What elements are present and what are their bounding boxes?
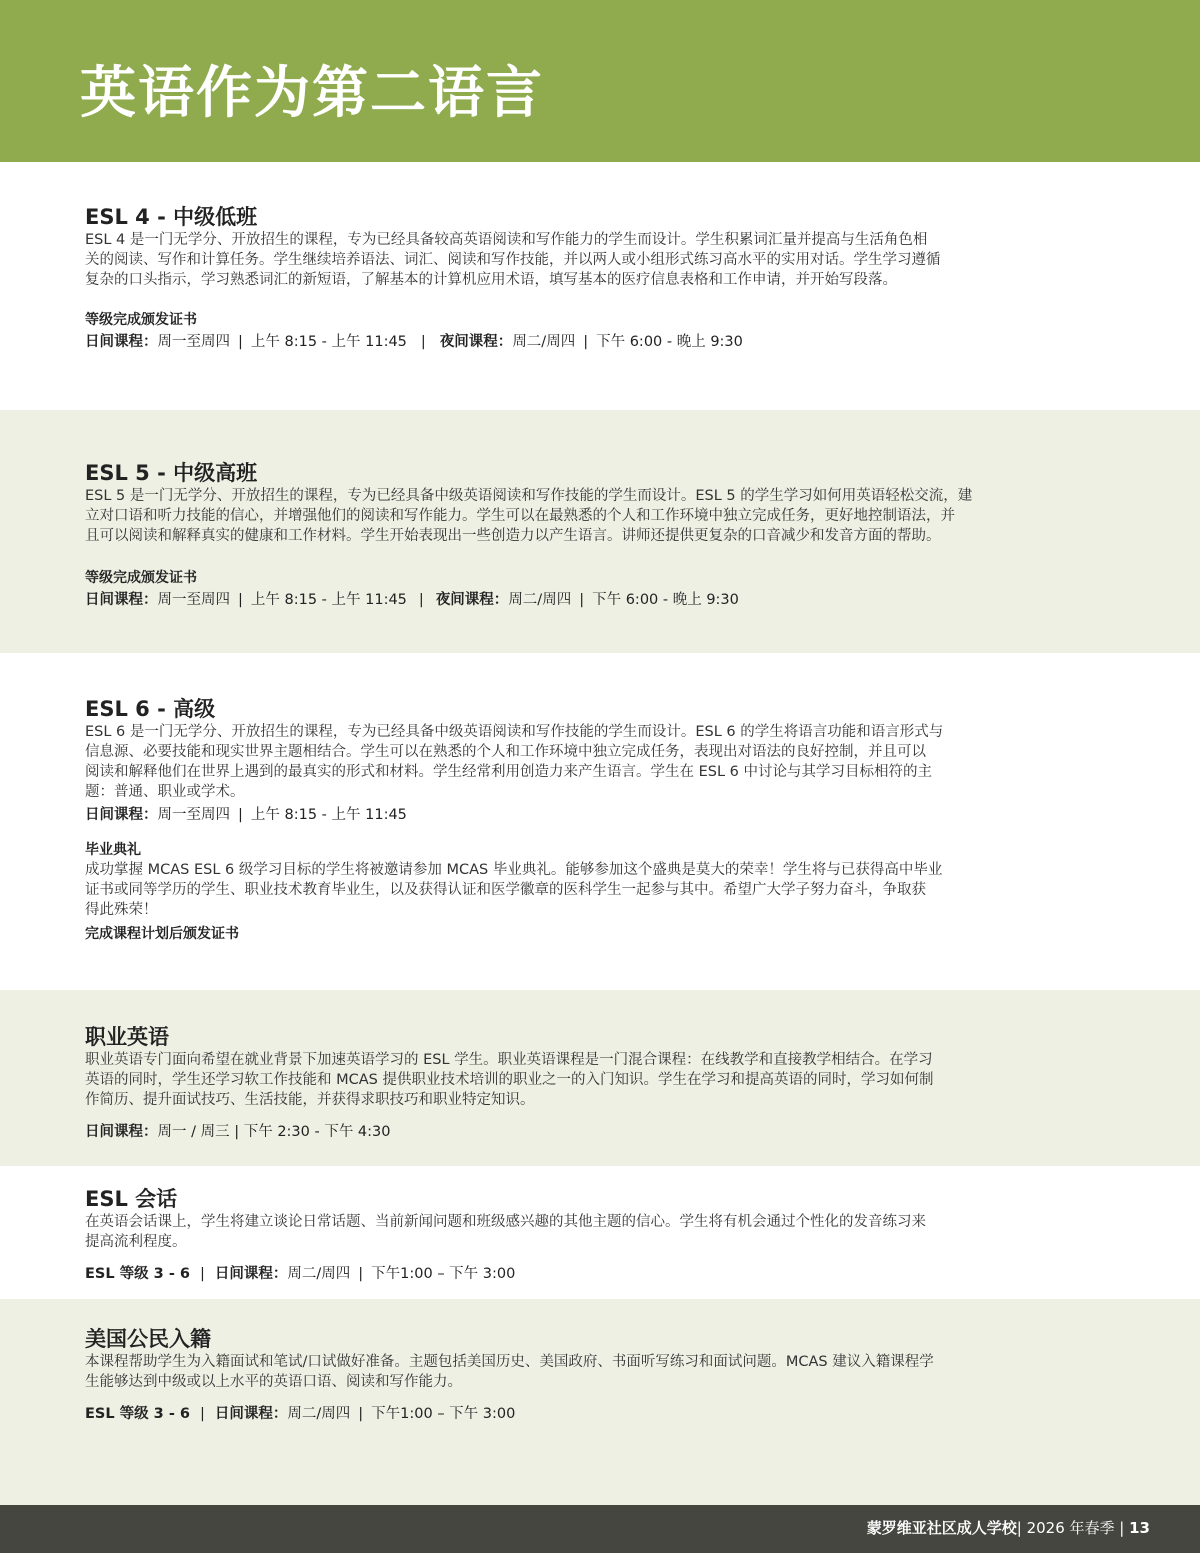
course-schedule: 日间课程：周一至周四 | 上午 8:15 - 上午 11:45 | 夜间课程：周二/周四 | 下午 6:00 - 晚上 9:30 xyxy=(85,592,739,608)
course-description: ESL 5 是一门无学分、开放招生的课程，专为已经具备中级英语阅读和写作技能的学生而设计。ESL 5 的学生学习如何用英语轻松交流，建 立对口语和听力技能的信心，并增强他们的阅读和写作能力。学生可以在最熟悉的个人和工作环境中独立完成任务，更好地控制语法，并 且可以阅读和解释真实的健康和工作材料。学生开始表现出一些创造力以产生语言。讲师还提供更复杂的口音减少和发音方面的帮助。 xyxy=(85,488,973,544)
course-schedule: ESL 等级 3 - 6 | 日间课程：周二/周四 | 下午1:00 – 下午 3:00 xyxy=(85,1266,516,1282)
school-name: 蒙罗维亚社区成人学校 xyxy=(866,1519,1017,1537)
course-title: 职业英语 xyxy=(85,1025,169,1049)
course-description: 在英语会话课上，学生将建立谈论日常话题、当前新闻问题和班级感兴趣的其他主题的信心。学生将有机会通过个性化的发音练习来 提高流利程度。 xyxy=(85,1214,926,1250)
course-esl-conversation xyxy=(85,1186,1115,1284)
course-schedule: 日间课程：周一 / 周三 | 下午 2:30 - 下午 4:30 xyxy=(85,1124,391,1140)
page-footer xyxy=(0,1505,1200,1553)
course-title: ESL 4 - 中级低班 xyxy=(85,205,258,229)
course-description: ESL 6 是一门无学分、开放招生的课程，专为已经具备中级英语阅读和写作技能的学生而设计。ESL 6 的学生将语言功能和语言形式与 信息源、必要技能和现实世界主题相结合。学生可以在熟悉的个人和工作环境中独立完成任务，表现出对语法的良好控制，并且可以 阅读和解释他们在世界上遇到的最真实的形式和材料。学生经常利用创造力来产生语言。学生在 ESL 6 中讨论与其学习目标相符的主 题：普通、职业或学术。 xyxy=(85,724,944,800)
course-esl5 xyxy=(85,460,1115,610)
term-label: 2026 年春季 xyxy=(1026,1519,1115,1537)
course-citizenship xyxy=(85,1326,1115,1424)
course-title: ESL 5 - 中级高班 xyxy=(85,461,258,485)
footer-text: 蒙罗维亚社区成人学校| 2026 年春季 | 13 xyxy=(866,1519,1150,1537)
certificate-note: 等级完成颁发证书 xyxy=(85,570,197,586)
course-title: 美国公民入籍 xyxy=(85,1327,211,1351)
page-header xyxy=(0,0,1200,162)
course-title: ESL 会话 xyxy=(85,1187,178,1211)
page-title: 英语作为第二语言 xyxy=(80,61,544,126)
course-schedule: ESL 等级 3 - 6 | 日间课程：周二/周四 | 下午1:00 – 下午 3:00 xyxy=(85,1406,516,1422)
graduation-heading: 毕业典礼 xyxy=(85,842,141,858)
course-vocational-english xyxy=(85,1024,1115,1142)
course-description: ESL 4 是一门无学分、开放招生的课程，专为已经具备较高英语阅读和写作能力的学生而设计。学生积累词汇量并提高与生活角色相 关的阅读、写作和计算任务。学生继续培养语法、词汇、阅读和写作技能，并以两人或小组形式练习高水平的实用对话。学生学习遵循 复杂的口头指示，学习熟悉词汇的新短语，了解基本的计算机应用术语，填写基本的医疗信息表格和工作申请，并开始写段落。 xyxy=(85,232,941,288)
course-title: ESL 6 - 高级 xyxy=(85,697,216,721)
graduation-description: 成功掌握 MCAS ESL 6 级学习目标的学生将被邀请参加 MCAS 毕业典礼。能够参加这个盛典是莫大的荣幸！学生将与已获得高中毕业 证书或同等学历的学生、职业技术教育毕业生，以及获得认证和医学徽章的医科学生一起参与其中。希望广大学子努力奋斗，争取获 得此殊荣！ xyxy=(85,862,943,918)
course-description: 本课程帮助学生为入籍面试和笔试/口试做好准备。主题包括美国历史、美国政府、书面听写练习和面试问题。MCAS 建议入籍课程学 生能够达到中级或以上水平的英语口语、阅读和写作能力。 xyxy=(85,1354,934,1390)
course-esl6 xyxy=(85,696,1115,944)
course-schedule: 日间课程：周一至周四 | 上午 8:15 - 上午 11:45 | 夜间课程：周二/周四 | 下午 6:00 - 晚上 9:30 xyxy=(85,334,743,350)
course-description: 职业英语专门面向希望在就业背景下加速英语学习的 ESL 学生。职业英语课程是一门混合课程：在线教学和直接教学相结合。在学习 英语的同时，学生还学习软工作技能和 MCAS 提供职业技术培训的职业之一的入门知识。学生在学习和提高英语的同时，学习如何制 作简历、提升面试技巧、生活技能，并获得求职技巧和职业特定知识。 xyxy=(85,1052,934,1108)
page-number: 13 xyxy=(1129,1519,1150,1537)
course-esl4 xyxy=(85,204,1115,352)
certificate-note: 完成课程计划后颁发证书 xyxy=(85,926,239,942)
course-schedule: 日间课程：周一至周四 | 上午 8:15 - 上午 11:45 xyxy=(85,807,407,823)
certificate-note: 等级完成颁发证书 xyxy=(85,312,197,328)
